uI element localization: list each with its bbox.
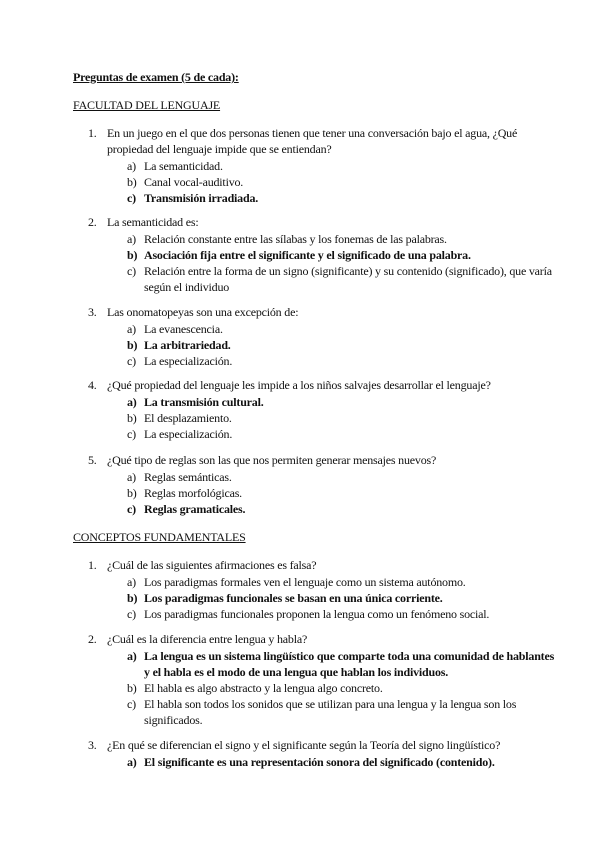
option-text: La especialización. [144, 427, 233, 441]
option-text: La lengua es un sistema lingüístico que comparte toda una comunidad de hablantes y el habla es el modo de una lengua que hablan los individuos. [144, 649, 555, 679]
section-heading: FACULTAD DEL LENGUAJE [73, 98, 221, 112]
options-list [127, 158, 558, 206]
options-list [127, 469, 558, 517]
option-letter: c) [127, 502, 136, 516]
option-letter: c) [127, 354, 136, 368]
option-text: Canal vocal-auditivo. [144, 175, 244, 189]
option [127, 410, 558, 426]
option [127, 606, 558, 622]
question-text: ¿Qué tipo de reglas son las que nos permiten generar mensajes nuevos? [107, 453, 437, 467]
question [88, 125, 558, 206]
option-text: Reglas morfológicas. [144, 486, 242, 500]
option-text: El desplazamiento. [144, 411, 232, 425]
question-number: 3. [88, 738, 97, 752]
option-text: Transmisión irradiada. [144, 191, 259, 205]
option [127, 353, 558, 369]
option-letter: b) [127, 248, 138, 262]
question [88, 377, 558, 442]
options-list [127, 648, 558, 728]
option-text: Relación constante entre las sílabas y los fonemas de las palabras. [144, 232, 447, 246]
option-letter: b) [127, 486, 137, 500]
option-letter: a) [127, 755, 137, 769]
question-text: ¿Qué propiedad del lenguaje les impide a los niños salvajes desarrollar el lenguaje? [107, 378, 491, 392]
option [127, 426, 558, 442]
question [88, 452, 558, 517]
option-text: Los paradigmas funcionales proponen la lengua como un fenómeno social. [144, 607, 490, 621]
option-text: La especialización. [144, 354, 233, 368]
option [127, 158, 558, 174]
question-text: ¿Cuál es la diferencia entre lengua y habla? [107, 632, 308, 646]
option [127, 469, 558, 485]
option-text: La transmisión cultural. [144, 395, 264, 409]
question-number: 4. [88, 378, 97, 392]
option [127, 231, 558, 247]
option-letter: b) [127, 591, 138, 605]
option-letter: a) [127, 470, 136, 484]
question-text: ¿En qué se diferencian el signo y el significante según la Teoría del signo lingüístico? [107, 738, 501, 752]
option-correct [127, 337, 558, 353]
option-text: Relación entre la forma de un signo (significante) y su contenido (significado), que varía según el individuo [144, 264, 552, 294]
question [88, 214, 558, 295]
question-text: La semanticidad es: [107, 215, 199, 229]
option-text: Reglas gramaticales. [144, 502, 246, 516]
question [88, 304, 558, 369]
option-letter: c) [127, 427, 136, 441]
option [127, 174, 558, 190]
question [88, 737, 558, 770]
option [127, 680, 558, 696]
section-heading: CONCEPTOS FUNDAMENTALES [73, 530, 246, 544]
option-correct [127, 754, 558, 770]
option-correct [127, 648, 558, 680]
option-letter: b) [127, 175, 137, 189]
option [127, 574, 558, 590]
option-letter: a) [127, 232, 136, 246]
page-title: Preguntas de examen (5 de cada): [73, 70, 239, 84]
option-letter: a) [127, 575, 136, 589]
option-letter: c) [127, 607, 136, 621]
option-text: Los paradigmas funcionales se basan en una única corriente. [144, 591, 443, 605]
question-text: En un juego en el que dos personas tienen que tener una conversación bajo el agua, ¿Qué propiedad del lenguaje impide que se entiendan? [107, 126, 518, 156]
option-text: El habla es algo abstracto y la lengua algo concreto. [144, 681, 383, 695]
question-text: ¿Cuál de las siguientes afirmaciones es falsa? [107, 558, 317, 572]
option-letter: b) [127, 681, 137, 695]
option-letter: a) [127, 649, 137, 663]
question-number: 5. [88, 453, 97, 467]
option-letter: a) [127, 159, 136, 173]
option-text: La semanticidad. [144, 159, 223, 173]
question-number: 2. [88, 632, 97, 646]
question [88, 557, 558, 622]
question-number: 1. [88, 558, 97, 572]
options-list [127, 394, 558, 442]
option-text: La arbitrariedad. [144, 338, 231, 352]
option-correct [127, 190, 558, 206]
option-letter: b) [127, 411, 137, 425]
question-number: 3. [88, 305, 97, 319]
option [127, 485, 558, 501]
question-number: 2. [88, 215, 97, 229]
option-correct [127, 501, 558, 517]
option-text: Los paradigmas formales ven el lenguaje como un sistema autónomo. [144, 575, 466, 589]
option-letter: c) [127, 697, 136, 711]
option [127, 263, 558, 295]
option-text: El significante es una representación sonora del significado (contenido). [144, 755, 495, 769]
question-text: Las onomatopeyas son una excepción de: [107, 305, 299, 319]
options-list [127, 754, 558, 770]
option-letter: c) [127, 191, 136, 205]
option-letter: a) [127, 322, 136, 336]
option-correct [127, 247, 558, 263]
option-letter: b) [127, 338, 138, 352]
option-text: Reglas semánticas. [144, 470, 232, 484]
option-text: El habla son todos los sonidos que se utilizan para una lengua y la lengua son los significados. [144, 697, 517, 727]
option-correct [127, 394, 558, 410]
option-text: La evanescencia. [144, 322, 223, 336]
options-list [127, 574, 558, 622]
option-letter: a) [127, 395, 137, 409]
question-number: 1. [88, 126, 97, 140]
options-list [127, 321, 558, 369]
option [127, 696, 558, 728]
option-text: Asociación fija entre el significante y el significado de una palabra. [144, 248, 471, 262]
question [88, 631, 558, 728]
option [127, 321, 558, 337]
option-letter: c) [127, 264, 136, 278]
options-list [127, 231, 558, 295]
option-correct [127, 590, 558, 606]
